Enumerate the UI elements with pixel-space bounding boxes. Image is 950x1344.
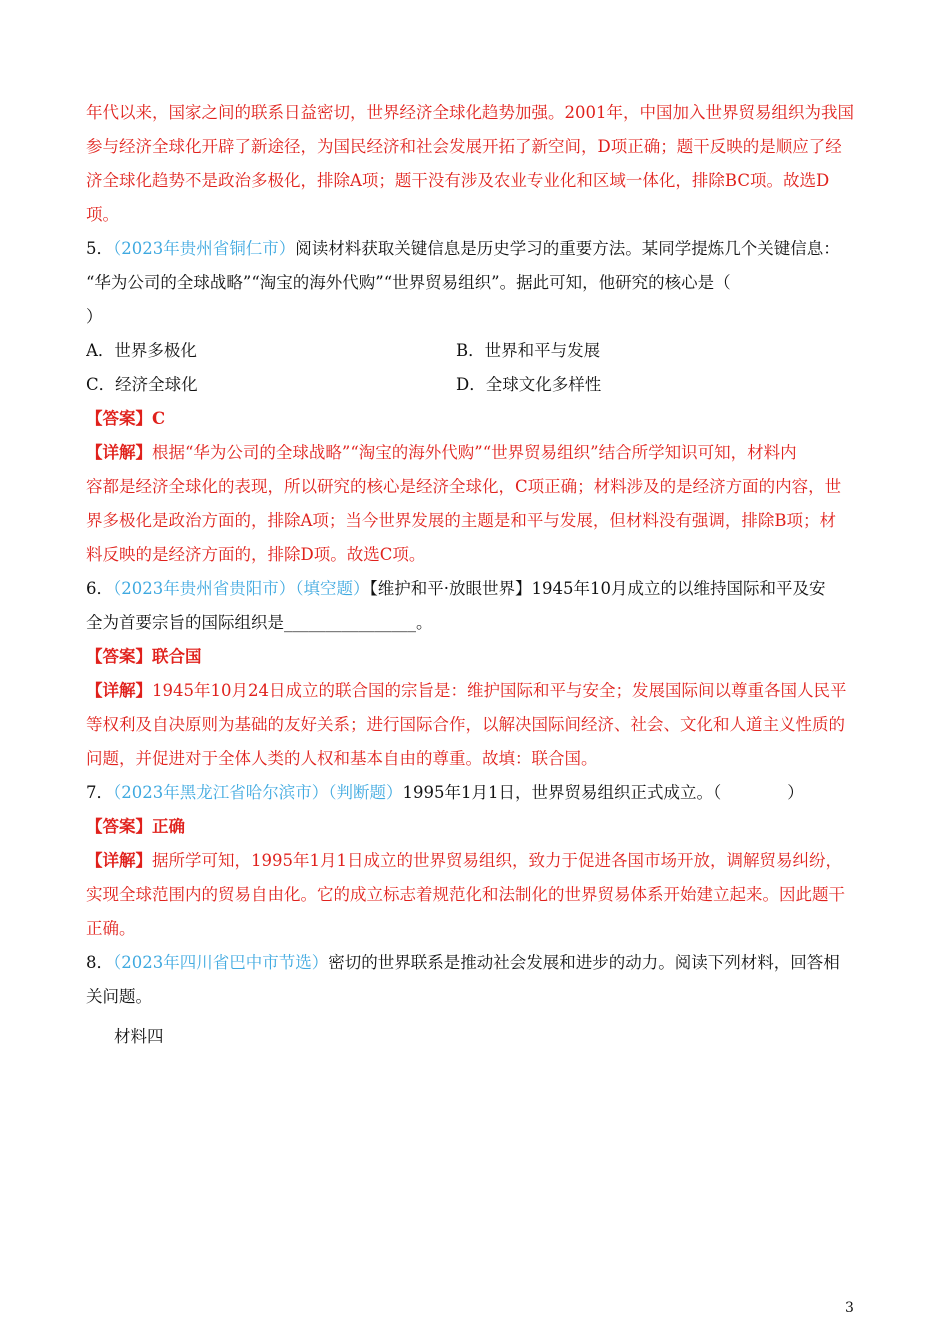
question-text: 密切的世界联系是推动社会发展和进步的动力。阅读下列材料，回答相 — [328, 953, 840, 972]
question-text: 全为首要宗旨的国际组织是 — [86, 613, 284, 632]
question-text: 关问题。 — [86, 987, 152, 1006]
detail-line — [86, 436, 866, 470]
question-8 — [86, 946, 866, 980]
detail-line — [86, 674, 866, 708]
question-source: （2023年四川省巴中市节选） — [113, 953, 329, 972]
detail-text: 1945年10月24日成立的联合国的宗旨是：维护国际和平与安全；发展国际间以尊重各国人民平 — [152, 681, 847, 700]
page-number: 3 — [845, 1300, 854, 1316]
document-page — [86, 96, 866, 1054]
fill-blank[interactable]: ________________ — [284, 613, 416, 632]
question-number: 8． — [86, 953, 113, 972]
answer-value: 联合国 — [152, 647, 202, 666]
text-line: 年代以来，国家之间的联系日益密切，世界经济全球化趋势加强。2001年，中国加入世界贸易组织为我国 — [86, 103, 854, 122]
question-text: 【维护和平·放眼世界】1945年10月成立的以维持国际和平及安 — [369, 579, 826, 598]
option-d: D．全球文化多样性 — [456, 375, 602, 394]
option-b: B．世界和平与发展 — [456, 341, 601, 360]
question-7 — [86, 776, 866, 810]
options-row — [86, 334, 866, 368]
question-6 — [86, 572, 866, 606]
detail-tag: 【详解】 — [86, 443, 152, 462]
detail-line: 等权利及自决原则为基础的友好关系；进行国际合作，以解决国际间经济、社会、文化和人道主义性质的 — [86, 715, 845, 734]
answer-line — [86, 402, 866, 436]
detail-line: 问题，并促进对于全体人类的人权和基本自由的尊重。故填：联合国。 — [86, 749, 598, 768]
text-line: 参与经济全球化开辟了新途径，为国民经济和社会发展开拓了新空间，D项正确；题干反映的是顺应了经 — [86, 137, 842, 156]
option-a: A．世界多极化 — [86, 341, 197, 360]
text-line: 项。 — [86, 205, 119, 224]
question-source: （2023年黑龙江省哈尔滨市）（判断题） — [113, 783, 403, 802]
detail-line: 界多极化是政治方面的，排除A项；当今世界发展的主题是和平与发展，但材料没有强调，排除B项；材 — [86, 511, 837, 530]
question-text: 。 — [416, 613, 433, 632]
detail-line: 容都是经济全球化的表现，所以研究的核心是经济全球化，C项正确；材料涉及的是经济方面的内容，世 — [86, 477, 842, 496]
answer-tag: 【答案】 — [86, 409, 152, 428]
question-source: （2023年贵州省铜仁市） — [113, 239, 296, 258]
detail-line — [86, 844, 866, 878]
detail-line: 正确。 — [86, 919, 136, 938]
detail-tag: 【详解】 — [86, 681, 152, 700]
question-text: “华为公司的全球战略”“淘宝的海外代购”“世界贸易组织”。据此可知，他研究的核心是（ — [86, 273, 731, 292]
question-number: 5． — [86, 239, 113, 258]
material-label: 材料四 — [114, 1027, 164, 1046]
detail-tag: 【详解】 — [86, 851, 152, 870]
detail-text: 根据“华为公司的全球战略”“淘宝的海外代购”“世界贸易组织”结合所学知识可知，材料内 — [152, 443, 797, 462]
question-number: 6． — [86, 579, 113, 598]
answer-line — [86, 810, 866, 844]
question-text: 1995年1月1日，世界贸易组织正式成立。（ ） — [402, 783, 804, 802]
answer-value: 正确 — [152, 817, 185, 836]
answer-line — [86, 640, 866, 674]
options-row — [86, 368, 866, 402]
question-source: （2023年贵州省贵阳市）（填空题） — [113, 579, 370, 598]
text-line: 济全球化趋势不是政治多极化，排除A项；题干没有涉及农业专业化和区域一体化，排除BC项。故选D — [86, 171, 830, 190]
question-text-line — [86, 606, 866, 640]
detail-text: 据所学可知，1995年1月1日成立的世界贸易组织，致力于促进各国市场开放，调解贸易纠纷， — [152, 851, 842, 870]
answer-value: C — [152, 409, 166, 428]
answer-tag: 【答案】 — [86, 817, 152, 836]
question-text: ） — [86, 307, 103, 326]
answer-tag: 【答案】 — [86, 647, 152, 666]
question-text: 阅读材料获取关键信息是历史学习的重要方法。某同学提炼几个关键信息： — [295, 239, 840, 258]
option-c: C．经济全球化 — [86, 375, 198, 394]
detail-line: 料反映的是经济方面的，排除D项。故选C项。 — [86, 545, 426, 564]
question-number: 7． — [86, 783, 113, 802]
question-5 — [86, 232, 866, 266]
detail-line: 实现全球范围内的贸易自由化。它的成立标志着规范化和法制化的世界贸易体系开始建立起来。因此题干 — [86, 885, 845, 904]
